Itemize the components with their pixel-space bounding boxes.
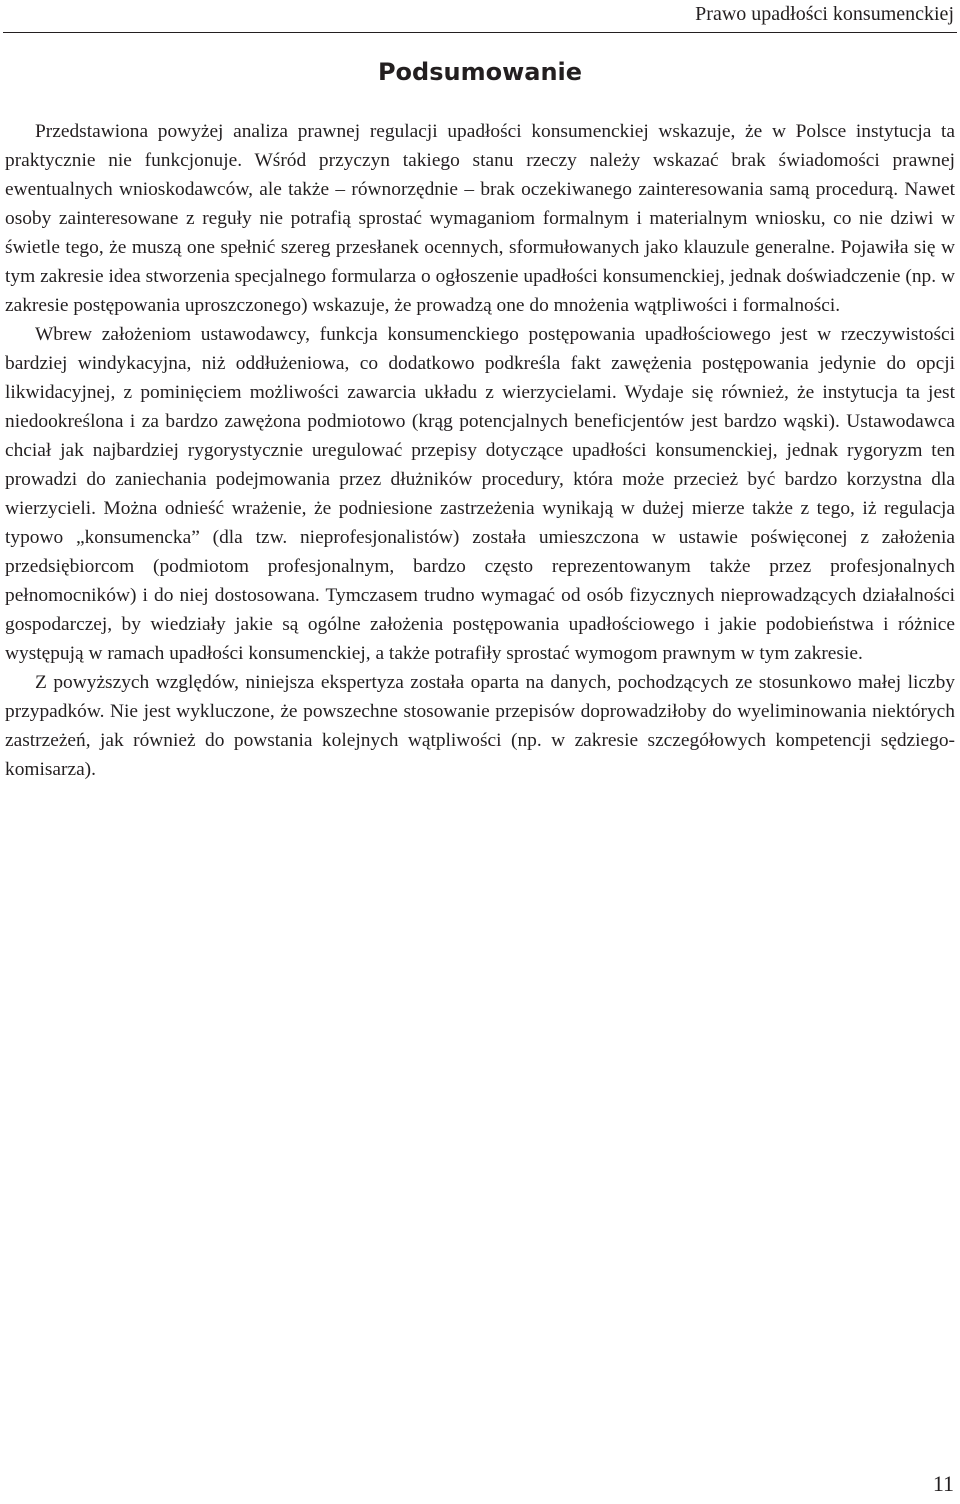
body-text <box>5 117 955 784</box>
section-title: Podsumowanie <box>377 58 583 86</box>
paragraph-1: Przedstawiona powyżej analiza prawnej regulacji upadłości konsumenckiej wskazuje, że w Polsce instytucja ta praktycznie nie funkcjonuje. Wśród przyczyn takiego stanu rzeczy należy wskazać brak świadomości prawnej ewentualnych wnioskodawców, ale także – równorzędnie – brak oczekiwanego zainteresowania samą procedurą. Nawet osoby zainteresowane z reguły nie potrafią sprostać wymaganiom formalnym i materialnym wniosku, co nie dziwi w świetle tego, że muszą one spełnić szereg przesłanek ocennych, sformułowanych jako klauzule generalne. Pojawiła się w tym zakresie idea stworzenia specjalnego formularza o ogłoszenie upadłości konsumenckiej, jednak doświadczenie (np. w zakresie postępowania uproszczonego) wskazuje, że prowadzą one do mnożenia wątpliwości i formalności. <box>5 121 955 316</box>
running-header-title: Prawo upadłości konsumenckiej <box>695 3 954 25</box>
paragraph-2: Wbrew założeniom ustawodawcy, funkcja konsumenckiego postępowania upadłościowego jest w rzeczywistości bardziej windykacyjna, niż oddłużeniowa, co dodatkowo podkreśla fakt zawężenia postępowania jedynie do opcji likwidacyjnej, z pominięciem możliwości zawarcia układu z wierzycielami. Wydaje się również, że instytucja ta jest niedookreślona i za bardzo zawężona podmiotowo (krąg potencjalnych beneficjentów jest bardzo wąski). Ustawodawca chciał jak najbardziej rygorystycznie uregulować przepisy dotyczące upadłości konsumenckiej, jednak rygoryzm ten prowadzi do zaniechania podejmowania przez dłużników procedury, która może przecież być bardzo korzystna dla wierzycieli. Można odnieść wrażenie, że podniesione zastrzeżenia wynikają w dużej mierze także z tego, iż regulacja typowo „konsumencka” (dla tzw. nieprofesjonalistów) została umieszczona w ustawie poświęconej z założenia przedsiębiorcom (podmiotom profesjonalnym, bardzo często reprezentowanym także przez profesjonalnych pełnomocników) i do niej dostosowana. Tymczasem trudno wymagać od osób fizycznych nieprowadzących działalności gospodarczej, by wiedziały jakie są ogólne założenia postępowania upadłościowego i jakie podobieństwa i różnice występują w ramach upadłości konsumenckiej, a także potrafiły sprostać wymogom prawnym w tym zakresie. <box>5 324 955 664</box>
header-rule <box>3 32 957 33</box>
page-number: 11 <box>932 1471 954 1496</box>
paragraph-3: Z powyższych względów, niniejsza ekspertyza została oparta na danych, pochodzących ze stosunkowo małej liczby przypadków. Nie jest wykluczone, że powszechne stosowanie przepisów doprowadziłoby do wyeliminowania niektórych zastrzeżeń, jak również do powstania kolejnych wątpliwości (np. w zakresie szczegółowych kompetencji sędziego-komisarza). <box>5 672 955 780</box>
